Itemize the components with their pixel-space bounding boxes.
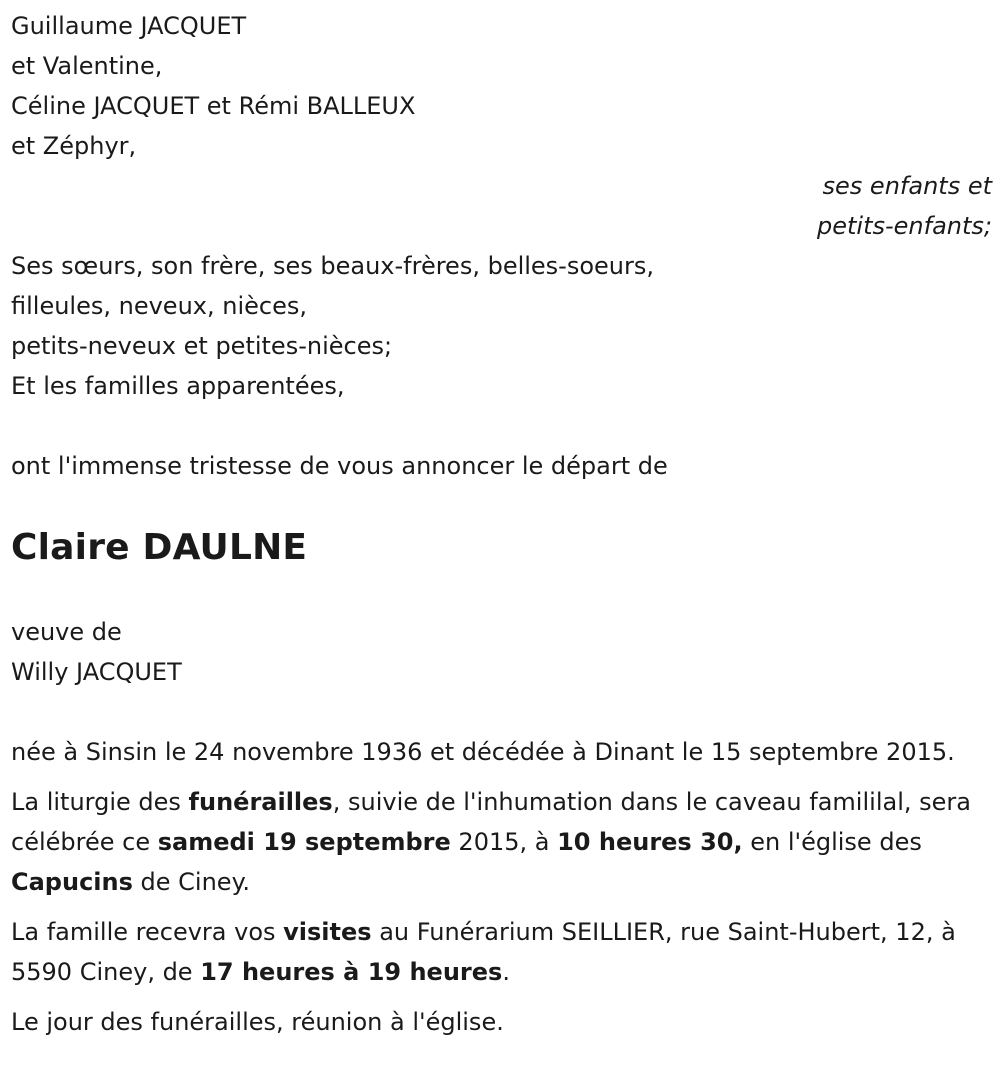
visits-keyword: visites	[283, 918, 372, 946]
funeral-details	[11, 782, 991, 902]
meeting-text: Le jour des funérailles, réunion à l'église.	[11, 1008, 504, 1036]
relatives-list	[11, 246, 991, 406]
funeral-text: en l'église des	[742, 828, 922, 856]
funeral-date: samedi 19 septembre	[157, 828, 451, 856]
birth-death-text: née à Sinsin le 24 novembre 1936 et décédée à Dinant le 15 septembre 2015.	[11, 738, 955, 766]
funeral-church: Capucins	[11, 868, 133, 896]
visits-details	[11, 912, 991, 992]
deceased-name: Claire DAULNE	[11, 527, 308, 568]
child-line: Guillaume JACQUET	[11, 12, 247, 40]
obituary-notice	[11, 6, 991, 1052]
child-line: Céline JACQUET et Rémi BALLEUX	[11, 92, 416, 120]
spouse-name: Willy JACQUET	[11, 658, 182, 686]
children-list	[11, 6, 991, 166]
children-relation	[11, 166, 992, 246]
child-line: et Zéphyr,	[11, 132, 137, 160]
relative-line: petits-neveux et petites-nièces;	[11, 332, 393, 360]
spouse-label: veuve de	[11, 618, 122, 646]
spacer	[11, 406, 991, 446]
funeral-text: de Ciney.	[132, 868, 250, 896]
relative-line: filleules, neveux, nièces,	[11, 292, 307, 320]
child-line: et Valentine,	[11, 52, 163, 80]
spacer	[11, 692, 991, 732]
funeral-time: 10 heures 30,	[557, 828, 743, 856]
visits-text: au Funérarium SEILLIER, rue Saint-Hubert, 12, à 5590 Ciney, de	[11, 918, 956, 986]
funeral-text: La liturgie des	[11, 788, 189, 816]
relation-line: ses enfants et	[822, 172, 992, 200]
funeral-text: , suivie de l'inhumation dans le caveau famililal, sera célébrée ce	[11, 788, 971, 856]
visits-hours: 17 heures à 19 heures	[200, 958, 503, 986]
visits-text: La famille recevra vos	[11, 918, 284, 946]
funeral-text: 2015, à	[450, 828, 558, 856]
announcement-text: ont l'immense tristesse de vous annoncer le départ de	[11, 452, 668, 480]
relation-line: petits-enfants;	[817, 212, 992, 240]
visits-text: .	[502, 958, 510, 986]
relative-line: Et les familles apparentées,	[11, 372, 345, 400]
relative-line: Ses sœurs, son frère, ses beaux-frères, belles-soeurs,	[11, 252, 655, 280]
funeral-keyword: funérailles	[188, 788, 333, 816]
